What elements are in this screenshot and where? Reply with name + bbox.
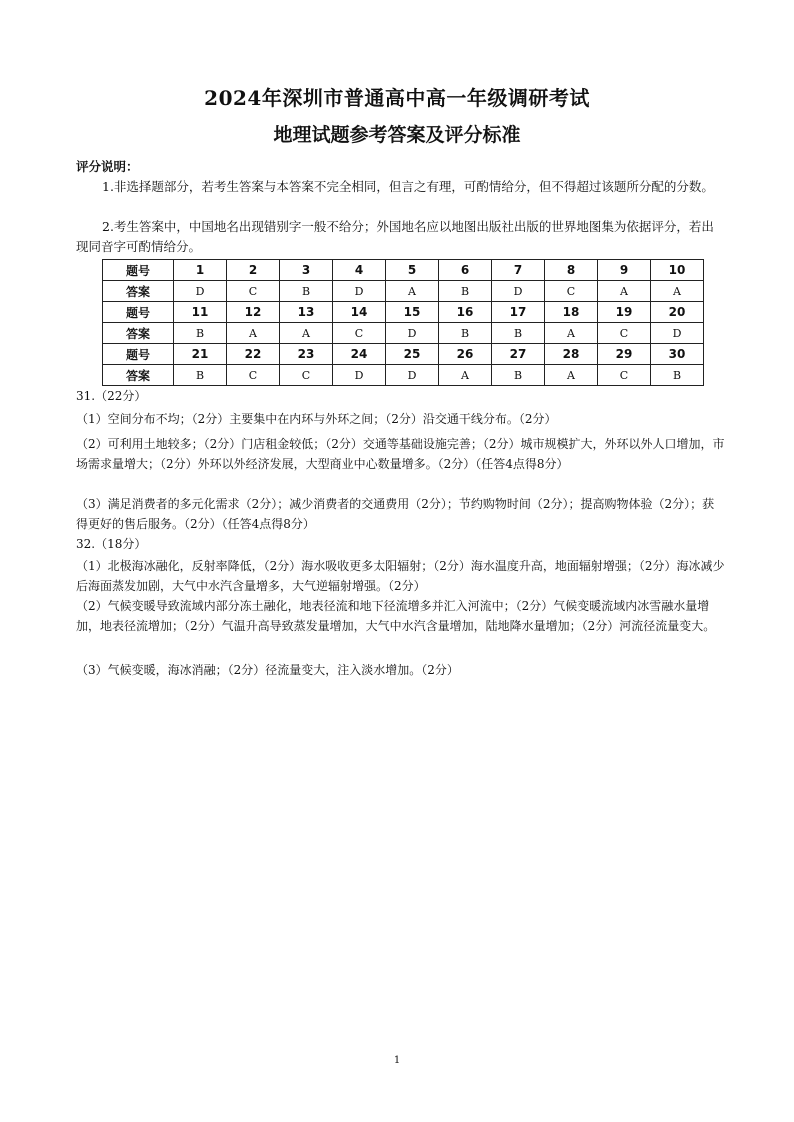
question-number: 14	[333, 302, 386, 323]
exam-title: 2024年深圳市普通高中高一年级调研考试	[204, 86, 590, 110]
answer-cell: D	[651, 323, 704, 344]
q32-part-3: （3）气候变暖，海冰消融；（2分）径流量变大，注入淡水增加。（2分）	[76, 663, 459, 677]
answer-row	[103, 281, 704, 302]
scoring-notes-label: 评分说明：	[76, 159, 139, 174]
question-number: 28	[545, 344, 598, 365]
answer-cell: C	[598, 365, 651, 386]
answer-cell: D	[174, 281, 227, 302]
question-number: 13	[280, 302, 333, 323]
document-subtitle: 地理试题参考答案及评分标准	[273, 124, 521, 146]
question-number-header: 题号	[103, 302, 174, 323]
question-number-header: 题号	[103, 260, 174, 281]
answer-cell: A	[598, 281, 651, 302]
question-number: 16	[439, 302, 492, 323]
question-number: 4	[333, 260, 386, 281]
question-number: 5	[386, 260, 439, 281]
question-number: 25	[386, 344, 439, 365]
answer-header: 答案	[103, 281, 174, 302]
answer-cell: C	[545, 281, 598, 302]
answer-cell: D	[386, 365, 439, 386]
question-number: 7	[492, 260, 545, 281]
question-number: 29	[598, 344, 651, 365]
answer-cell: A	[545, 323, 598, 344]
question-number-row	[103, 344, 704, 365]
answer-cell: A	[651, 281, 704, 302]
q31-part-1: （1）空间分布不均；（2分）主要集中在内环与外环之间；（2分）沿交通干线分布。（2分）	[76, 412, 557, 426]
answer-cell: C	[227, 281, 280, 302]
question-number: 24	[333, 344, 386, 365]
answer-cell: B	[492, 323, 545, 344]
scoring-note-2: 2.考生答案中，中国地名出现错别字一般不给分；外国地名应以地图出版社出版的世界地图集为依据评分，若出现同音字可酌情给分。	[76, 219, 714, 254]
question-number: 27	[492, 344, 545, 365]
question-number-row	[103, 302, 704, 323]
question-number: 22	[227, 344, 280, 365]
question-number: 11	[174, 302, 227, 323]
question-number: 9	[598, 260, 651, 281]
question-number: 23	[280, 344, 333, 365]
answer-cell: D	[492, 281, 545, 302]
q32-heading: 32.（18分）	[76, 537, 147, 551]
scoring-note-1: 1.非选择题部分，若考生答案与本答案不完全相同，但言之有理，可酌情给分，但不得超过该题所分配的分数。	[102, 179, 714, 194]
answer-cell: B	[280, 281, 333, 302]
answer-cell: B	[651, 365, 704, 386]
question-number: 17	[492, 302, 545, 323]
answer-cell: C	[333, 323, 386, 344]
question-number: 8	[545, 260, 598, 281]
answer-row	[103, 323, 704, 344]
answer-cell: C	[227, 365, 280, 386]
answer-header: 答案	[103, 323, 174, 344]
q32-part-2: （2）气候变暖导致流域内部分冻土融化，地表径流和地下径流增多并汇入河流中；（2分）气候变暖流域内冰雪融水量增加，地表径流增加；（2分）气温升高导致蒸发量增加，大气中水汽含量增加，陆地降水量增加；（2分）河流径流量变大。	[76, 599, 716, 633]
answer-header: 答案	[103, 365, 174, 386]
question-number: 20	[651, 302, 704, 323]
question-number: 12	[227, 302, 280, 323]
question-number-row	[103, 260, 704, 281]
answer-cell: B	[439, 323, 492, 344]
answer-cell: A	[545, 365, 598, 386]
question-number: 10	[651, 260, 704, 281]
answer-cell: C	[598, 323, 651, 344]
question-number: 3	[280, 260, 333, 281]
question-number: 15	[386, 302, 439, 323]
answer-cell: C	[280, 365, 333, 386]
q31-part-3: （3）满足消费者的多元化需求（2分）；减少消费者的交通费用（2分）；节约购物时间（2分）；提高购物体验（2分）；获得更好的售后服务。（2分）（任答4点得8分）	[76, 497, 715, 531]
answer-cell: B	[492, 365, 545, 386]
answer-cell: A	[280, 323, 333, 344]
question-number: 19	[598, 302, 651, 323]
answer-table	[102, 259, 704, 386]
question-number: 18	[545, 302, 598, 323]
question-number: 30	[651, 344, 704, 365]
question-number: 6	[439, 260, 492, 281]
q31-heading: 31.（22分）	[76, 389, 147, 403]
page-number: 1	[393, 1055, 401, 1066]
answer-row	[103, 365, 704, 386]
q31-part-2: （2）可利用土地较多；（2分）门店租金较低；（2分）交通等基础设施完善；（2分）城市规模扩大，外环以外人口增加，市场需求量增大；（2分）外环以外经济发展，大型商业中心数量增多。（2分）（任答4点得8分）	[76, 437, 725, 471]
question-number: 21	[174, 344, 227, 365]
question-number: 1	[174, 260, 227, 281]
q32-part-1: （1）北极海冰融化，反射率降低，（2分）海水吸收更多太阳辐射；（2分）海水温度升高，地面辐射增强；（2分）海冰减少后海面蒸发加剧，大气中水汽含量增多，大气逆辐射增强。（2分）	[76, 559, 725, 593]
answer-cell: B	[174, 365, 227, 386]
answer-cell: A	[439, 365, 492, 386]
answer-cell: B	[174, 323, 227, 344]
answer-cell: A	[227, 323, 280, 344]
question-number: 2	[227, 260, 280, 281]
answer-cell: D	[386, 323, 439, 344]
answer-cell: A	[386, 281, 439, 302]
question-number-header: 题号	[103, 344, 174, 365]
answer-cell: D	[333, 365, 386, 386]
answer-cell: D	[333, 281, 386, 302]
answer-cell: B	[439, 281, 492, 302]
question-number: 26	[439, 344, 492, 365]
